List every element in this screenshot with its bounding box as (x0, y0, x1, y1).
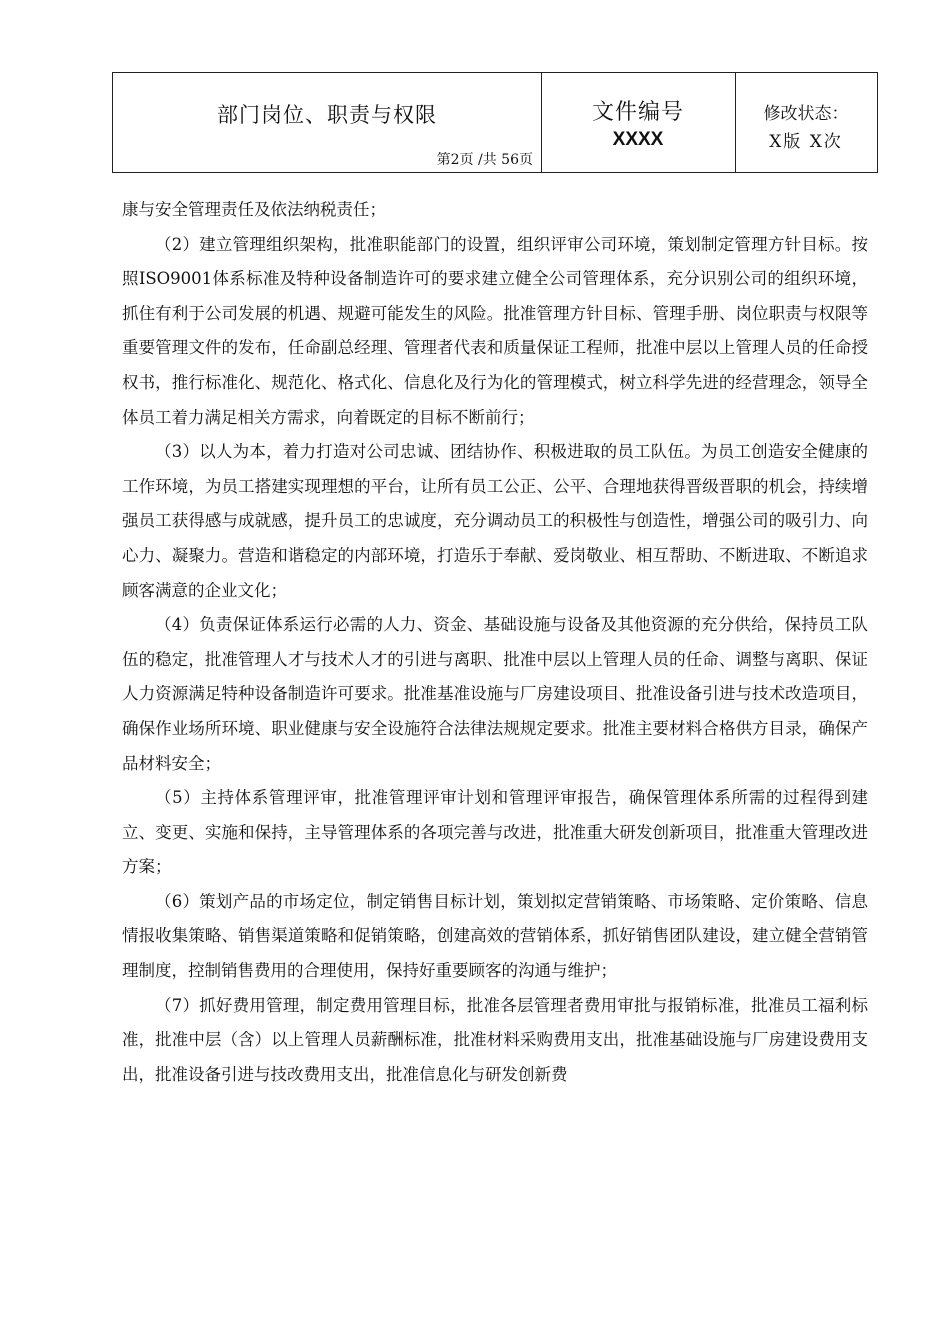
document-header-table (112, 72, 878, 173)
body-paragraph-item-4: （4）负责保证体系运行必需的人力、资金、基础设施与设备及其他资源的充分供给，保持员工队伍的稳定，批准管理人才与技术人才的引进与离职、批准中层以上管理人员的任命、调整与离职、保证人力资源满足特种设备制造许可要求。批准基准设施与厂房建设项目、批准设备引进与技术改造项目，确保作业场所环境、职业健康与安全设施符合法律法规规定要求。批准主要材料合格供方目录，确保产品材料安全； (122, 615, 868, 773)
body-paragraph-continued: 康与安全管理责任及依法纳税责任； (122, 200, 386, 219)
revision-value: X版 X次 (769, 132, 843, 152)
body-paragraph-item-7: （7）抓好费用管理，制定费用管理目标，批准各层管理者费用审批与报销标准，批准员工福利标准，批准中层（含）以上管理人员薪酬标准，批准材料采购费用支出，批准基础设施与厂房建设费用支出，批准设备引进与技改费用支出，批准信息化与研发创新费 (122, 995, 868, 1084)
header-doc-number-cell (541, 73, 736, 172)
body-paragraph-item-2: （2）建立管理组织架构，批准职能部门的设置，组织评审公司环境，策划制定管理方针目标。按照ISO9001体系标准及特种设备制造许可的要求建立健全公司管理体系，充分识别公司的组织环境，抓住有利于公司发展的机遇、规避可能发生的风险。批准管理方针目标、管理手册、岗位职责与权限等重要管理文件的发布，任命副总经理、管理者代表和质量保证工程师，批准中层以上管理人员的任命授权书，推行标准化、规范化、格式化、信息化及行为化的管理模式，树立科学先进的经营理念，领导全体员工着力满足相关方需求，向着既定的目标不断前行； (122, 234, 868, 427)
body-paragraph-item-5: （5）主持体系管理评审，批准管理评审计划和管理评审报告，确保管理体系所需的过程得到建立、变更、实施和保持，主导管理体系的各项完善与改进，批准重大研发创新项目，批准重大管理改进方案； (122, 788, 868, 877)
doc-number-label: 文件编号 (591, 100, 684, 125)
body-paragraph-item-3: （3）以人为本，着力打造对公司忠诚、团结协作、积极进取的员工队伍。为员工创造安全健康的工作环境，为员工搭建实现理想的平台，让所有员工公正、公平、合理地获得晋级晋职的机会，持续增强员工获得感与成就感，提升员工的忠诚度，充分调动员工的积极性与创造性，增强公司的吸引力、向心力、凝聚力。营造和谐稳定的内部环境，打造乐于奉献、爱岗敬业、相互帮助、不断进取、不断追求顾客满意的企业文化； (122, 442, 868, 600)
header-title-cell (113, 73, 542, 172)
revision-label: 修改状态： (763, 104, 849, 124)
body-paragraph-item-6: （6）策划产品的市场定位，制定销售目标计划，策划拟定营销策略、市场策略、定价策略、信息情报收集策略、销售渠道策略和促销策略，创建高效的营销体系，抓好销售团队建设，建立健全营销管理制度，控制销售费用的合理使用，保持好重要顾客的沟通与维护； (122, 891, 868, 981)
page-number: 第2页 /共 56页 (436, 152, 533, 168)
document-title: 部门岗位、职责与权限 (217, 103, 437, 127)
doc-number-value: XXXX (612, 129, 664, 150)
header-revision-cell (735, 73, 877, 172)
document-body (122, 193, 868, 1092)
